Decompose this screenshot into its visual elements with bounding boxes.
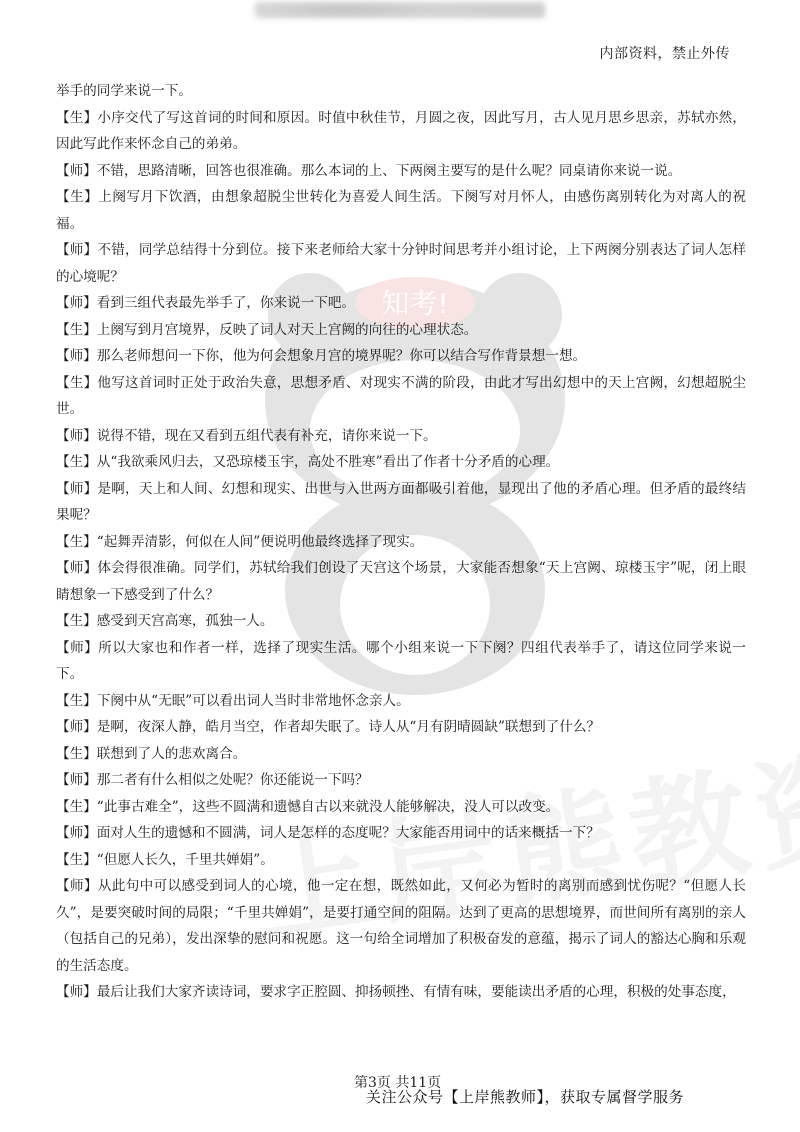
blurred-header-banner xyxy=(255,2,545,18)
dialogue-body xyxy=(56,78,746,1006)
dialogue-line: 【生】上阕写到月宫境界，反映了词人对天上宫阙的向往的心理状态。 xyxy=(56,321,478,338)
dialogue-line: 【生】“但愿人长久，千里共婵娟”。 xyxy=(56,851,274,868)
dialogue-line: 【生】从“我欲乘风归去，又恐琼楼玉宇，高处不胜寒”看出了作者十分矛盾的心理。 xyxy=(56,454,560,470)
confidential-notice: 内部资料，禁止外传 xyxy=(599,46,730,62)
mascot-badge-text: 知考! xyxy=(381,287,449,320)
dialogue-line: 【师】那二者有什么相似之处呢？你还能说一下吗？ xyxy=(56,772,369,788)
dialogue-line: 【生】联想到了人的悲欢离合。 xyxy=(56,745,247,762)
dialogue-line: 【生】他写这首词时正处于政治失意，思想矛盾、对现实不满的阶段，由此才写出幻想中的天上宫阙，幻想超脱尘世。 xyxy=(56,374,746,417)
dialogue-line: 【师】那么老师想问一下你，他为何会想象月宫的境界呢？你可以结合写作背景想一想。 xyxy=(56,348,587,364)
dialogue-line: 【生】感受到天宫高寒，孤独一人。 xyxy=(56,613,274,629)
dialogue-line: 【师】不错，同学总结得十分到位。接下来老师给大家十分钟时间思考并小组讨论，上下两阕分别表达了词人怎样的心境呢？ xyxy=(56,242,746,285)
dialogue-line: 【师】体会得很准确。同学们，苏轼给我们创设了天宫这个场景，大家能否想象“天上宫阙、琼楼玉宇”呢，闭上眼睛想象一下感受到了什么？ xyxy=(56,560,746,603)
dialogue-line: 【生】“起舞弄清影，何似在人间”便说明他最终选择了现实。 xyxy=(56,533,424,550)
dialogue-line: 【师】说得不错，现在又看到五组代表有补充，请你来说一下。 xyxy=(56,427,437,444)
dialogue-line: 举手的同学来说一下。 xyxy=(56,83,192,99)
dialogue-line: 【生】“此事古难全”，这些不圆满和遗憾自古以来就没人能够解决，没人可以改变。 xyxy=(56,798,560,815)
dialogue-line: 【师】不错，思路清晰，回答也很准确。那么本词的上、下两阕主要写的是什么呢？同桌请你来说一说。 xyxy=(56,162,682,179)
dialogue-line: 【生】下阕中从“无眠”可以看出词人当时非常地怀念亲人。 xyxy=(56,692,410,709)
dialogue-line: 【师】从此句中可以感受到词人的心境，他一定在想，既然如此，又何必为暂时的离别而感到忧伤呢？“但愿人长久”，是要突破时间的局限；“千里共婵娟”，是要打通空间的阻隔。达到了更高的思想境界，而世间所有离别的亲人（包括自己的兄弟），发出深挚的慰问和祝愿。这一句给全词增加了积极奋发的意蕴，揭示了词人的豁达心胸和乐观的生活态度。 xyxy=(56,878,746,974)
dialogue-line: 【师】看到三组代表最先举手了，你来说一下吧。 xyxy=(56,295,356,311)
dialogue-line: 【师】最后让我们大家齐读诗词，要求字正腔圆、抑扬顿挫、有情有味，要能读出矛盾的心理，积极的处事态度， xyxy=(56,984,736,1000)
dialogue-line: 【师】是啊，夜深人静，皓月当空，作者却失眠了。诗人从“月有阴晴圆缺”联想到了什么？ xyxy=(56,719,601,735)
dialogue-line: 【生】上阕写月下饮酒，由想象超脱尘世转化为喜爱人间生活。下阕写对月怀人，由感伤离别转化为对离人的祝福。 xyxy=(56,189,746,232)
dialogue-line: 【师】面对人生的遗憾和不圆满，词人是怎样的态度呢？大家能否用词中的话来概括一下？ xyxy=(56,825,600,841)
dialogue-line: 【生】小序交代了写这首词的时间和原因。时值中秋佳节，月圆之夜，因此写月，古人见月思乡思亲，苏轼亦然，因此写此作来怀念自己的弟弟。 xyxy=(56,109,746,152)
dialogue-line: 【师】所以大家也和作者一样，选择了现实生活。哪个小组来说一下下阕？四组代表举手了，请这位同学来说一下。 xyxy=(56,639,746,682)
page-indicator: 第3页 共11页 xyxy=(354,1075,442,1091)
dialogue-line: 【师】是啊，天上和人间、幻想和现实、出世与入世两方面都吸引着他，显现出了他的矛盾心理。但矛盾的最终结果呢？ xyxy=(56,480,746,523)
footer-promo: 关注公众号【上岸熊教师】，获取专属督学服务 xyxy=(366,1088,685,1106)
